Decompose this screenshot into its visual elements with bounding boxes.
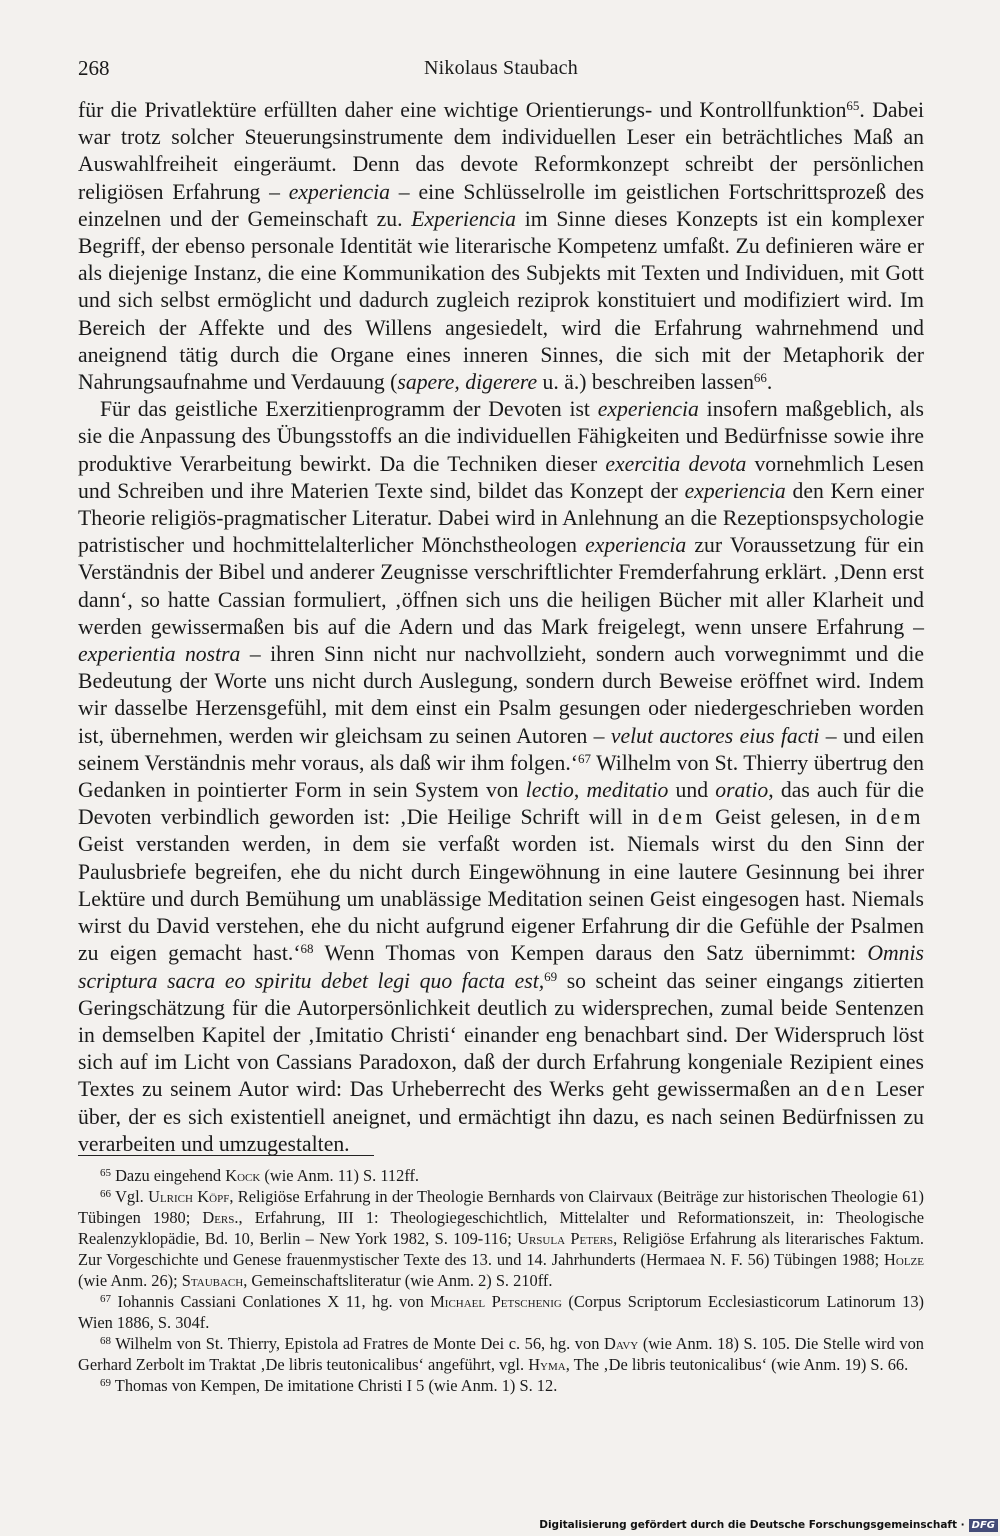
- footnote-65: [78, 1165, 924, 1186]
- text-run: oratio: [715, 778, 769, 803]
- text-run: Ulrich Köpf: [148, 1187, 230, 1206]
- footnote-rule: [78, 1155, 374, 1156]
- text-run: experientia nostra: [78, 642, 241, 667]
- text-run: für die Privatlektüre erfüllten daher eine wichtige Orientierungs- und Kontrollfunktion: [78, 98, 847, 122]
- footnotes: [78, 1165, 924, 1396]
- text-run: Geist verstanden werden, in dem sie verfaßt worden ist. Niemals wirst du den Sinn der Paulusbriefe begreifen, ehe du nicht durch Eingewöhnung in eine lautere Gesinnung bei ihrer Lektüre und durch Bemühung um unablässige Meditation seinen Geist eingesogen hast. Niemals wirst du David verstehen, ehe du nicht aufgrund eigener Erfahrung dir die Gefühle der Psalmen zu eigen gemacht hast.‘: [78, 832, 924, 966]
- footnote-67: [78, 1291, 924, 1333]
- text-run: (Corpus Scriptorum Ecclesiasticorum Latinorum 13) Wien 1886, S. 304f.: [78, 1292, 924, 1332]
- text-run: , Religiöse Erfahrung in der Theologie Bernhards von Clairvaux (Beiträge zur historischen Theologie 61) Tübingen 1980;: [78, 1187, 924, 1227]
- footnote-66: [78, 1186, 924, 1291]
- text-run: so scheint das seiner eingangs zitierten Geringschätzung für die Autorpersönlichkeit deutlich zu widersprechen, zumal beide Sentenzen in demselben Kapitel der ‚Imitatio Christi‘ einander eng benachbart sind. Der Widerspruch löst sich auf im Licht von Cassians Paradoxon, daß der durch Erfahrung kongeniale Rezipient eines Textes zu seinem Autor wird: Das Urheberrecht des Werks geht gewissermaßen an: [78, 968, 924, 1102]
- text-run: Wilhelm von St. Thierry übertrug den Gedanken in pointierter Form in sein System von: [78, 750, 925, 803]
- text-run: Davy: [603, 1334, 639, 1353]
- text-run: den: [826, 1077, 869, 1102]
- main-text: [78, 97, 924, 1158]
- note-reference: 67: [578, 750, 592, 766]
- paragraph-2: [78, 396, 924, 1158]
- text-run: experiencia: [288, 179, 390, 204]
- note-reference: 67: [100, 1293, 111, 1305]
- text-run: Staubach: [181, 1271, 244, 1290]
- text-run: , das auch für die Devoten verbindlich geworden ist: ‚Die Heilige Schrift will in: [78, 778, 925, 830]
- paragraph-1: [78, 97, 924, 396]
- text-run: , The ‚De libris teutonicalibus‘ (wie Anm. 19) S. 66.: [565, 1355, 909, 1374]
- text-run: Iohannis Cassiani Conlationes X 11, hg. von: [111, 1292, 431, 1311]
- text-run: Für das geistliche Exerzitienprogramm der Devoten ist: [100, 397, 598, 422]
- text-run: .: [766, 370, 773, 395]
- text-run: dem: [876, 805, 924, 830]
- text-run: insofern maßgeblich, als sie die Anpassung des Übungsstoffs an die individuellen Fähigkeiten und Bedürfnisse sowie ihre produktive Verarbeitung bewirkt. Da die Techniken dieser: [78, 397, 924, 476]
- text-run: Michael Petschenig: [430, 1292, 562, 1311]
- text-run: Hyma: [528, 1355, 566, 1374]
- text-run: (wie Anm. 11) S. 112ff.: [260, 1166, 420, 1185]
- text-run: Ursula Peters: [517, 1229, 614, 1248]
- text-run: Dazu eingehend: [111, 1166, 226, 1185]
- text-run: , Gemeinschaftsliteratur (wie Anm. 2) S. 210ff.: [243, 1271, 553, 1290]
- text-run: vornehmlich Lesen und Schreiben und ihre Materien Texte sind, bildet das Konzept der: [78, 451, 924, 503]
- text-run: Leser über, der es sich existentiell aneignet, und ermächtigt ihn dazu, es nach seinen Bedürfnissen zu verarbeiten und umzugestalten.: [78, 1077, 924, 1156]
- text-run: (wie Anm. 26);: [78, 1271, 182, 1290]
- text-run: experiencia: [597, 397, 699, 422]
- text-run: dem: [658, 805, 706, 830]
- text-run: Experiencia: [411, 206, 517, 231]
- note-reference: 65: [846, 98, 860, 113]
- dfg-logo: DFG: [969, 1519, 998, 1532]
- text-run: Thomas von Kempen, De imitatione Christi I 5 (wie Anm. 1) S. 12.: [111, 1376, 558, 1395]
- text-run: Wilhelm von St. Thierry, Epistola ad Fratres de Monte Dei c. 56, hg. von: [111, 1334, 604, 1353]
- text-run: im Sinne dieses Konzepts ist ein komplexer Begriff, der ebenso personale Identität wie literarische Kompetenz umfaßt. Zu definieren wäre er als diejenige Instanz, die eine Kommunikation des Subjekts mit Texten und Individuen, mit Gott und sich selbst ermöglicht und dadurch zugleich reziprok konstituiert und modifiziert wird. Im Bereich der Affekte und des Willens angesiedelt, wird die Erfahrung wahrnehmend und aneignend tätig durch die Organe eines inneren Sinnes, die sich mit der Metaphorik der Nahrungsaufnahme und Verdauung (: [78, 206, 925, 395]
- text-run: u. ä.) beschreiben lassen: [537, 370, 754, 395]
- text-run: . Dabei war trotz solcher Steuerungsinstrumente dem individuellen Leser ein beträchtliches Maß an Auswahlfreiheit eingeräumt. Denn das devote Reformkonzept schreibt der persönlichen religiösen Erfahrung –: [78, 98, 924, 204]
- page-header: [78, 56, 924, 86]
- note-reference: 68: [100, 1335, 111, 1347]
- text-run: Holze: [884, 1250, 924, 1269]
- digitization-credit: [539, 1514, 1000, 1536]
- page-number: 268: [78, 56, 110, 80]
- note-reference: 69: [100, 1377, 111, 1389]
- footnote-68: [78, 1333, 924, 1375]
- text-run: (wie Anm. 18) S. 105. Die Stelle wird von Gerhard Zerbolt im Traktat ‚De libris teutonicalibus‘ angeführt, vgl.: [78, 1334, 924, 1374]
- note-reference: 69: [544, 968, 558, 984]
- text-run: – eine Schlüsselrolle im geistlichen Fortschrittsprozeß des einzelnen und der Gemeinschaft zu.: [78, 179, 925, 231]
- credit-text: Digitalisierung gefördert durch die Deutsche Forschungsgemeinschaft ·: [539, 1519, 965, 1531]
- text-run: Geist gelesen, in: [705, 805, 877, 830]
- text-run: Wenn Thomas von Kempen daraus den Satz übernimmt:: [313, 941, 868, 966]
- text-run: velut auctores eius facti: [610, 723, 820, 748]
- note-reference: 66: [753, 370, 767, 386]
- note-reference: 65: [100, 1167, 111, 1179]
- text-run: Omnis scriptura sacra eo spiritu debet legi quo facta est,: [78, 941, 924, 993]
- text-run: , Religiöse Erfahrung als literarisches Faktum. Zur Vorgeschichte und Genese frauenmystischer Texte des 13. und 14. Jahrhunderts (Hermaea N. F. 56) Tübingen 1988;: [78, 1229, 924, 1269]
- text-run: lectio: [525, 778, 574, 803]
- text-run: experiencia: [585, 533, 687, 558]
- text-run: den Kern einer Theorie religiös-pragmatischer Literatur. Dabei wird in Anlehnung an die Rezeptionspsychologie patristischer und hochmittelalterlicher Mönchstheologen: [78, 478, 924, 558]
- note-reference: 68: [300, 941, 314, 957]
- text-run: exercitia devota: [605, 451, 747, 476]
- text-run: experiencia: [684, 478, 786, 503]
- text-run: meditatio: [586, 778, 669, 803]
- text-run: Vgl.: [111, 1187, 149, 1206]
- text-run: Kock: [225, 1166, 261, 1185]
- text-run: sapere, digerere: [397, 370, 538, 395]
- note-reference: 66: [100, 1188, 111, 1200]
- text-run: ,: [573, 778, 587, 803]
- text-run: – und eilen seinem Verständnis mehr voraus, als daß wir ihm folgen.‘: [78, 723, 924, 775]
- text-run: Ders.: [202, 1208, 239, 1227]
- text-run: und: [668, 778, 716, 803]
- text-run: zur Voraussetzung für ein Verständnis der Bibel und anderer Zeugnisse verschriftlichter Fremderfahrung erklärt. ‚Denn erst dann‘, so hatte Cassian formuliert, ‚öffnen sich uns die heiligen Bücher mit aller Klarheit und werden gewissermaßen bis auf die Adern und das Mark freigelegt, wenn unsere Erfahrung –: [78, 533, 924, 639]
- footnote-69: [78, 1375, 924, 1396]
- running-head: Nikolaus Staubach: [424, 57, 578, 79]
- text-run: – ihren Sinn nicht nur nachvollzieht, sondern auch vorwegnimmt und die Bedeutung der Worte uns nicht durch Auslegung, sondern durch Beweise eröffnet wird. Indem wir dasselbe Herzensgefühl, mit dem einst ein Psalm gesungen oder niedergeschrieben worden ist, übernehmen, werden wir gleichsam zu seinen Autoren –: [78, 642, 924, 748]
- text-run: , Erfahrung, III 1: Theologiegeschichtlich, Mittelalter und Reformationszeit, in: Theologische Realenzyklopädie, Bd. 10, Berlin – New York 1982, S. 109-116;: [78, 1208, 924, 1248]
